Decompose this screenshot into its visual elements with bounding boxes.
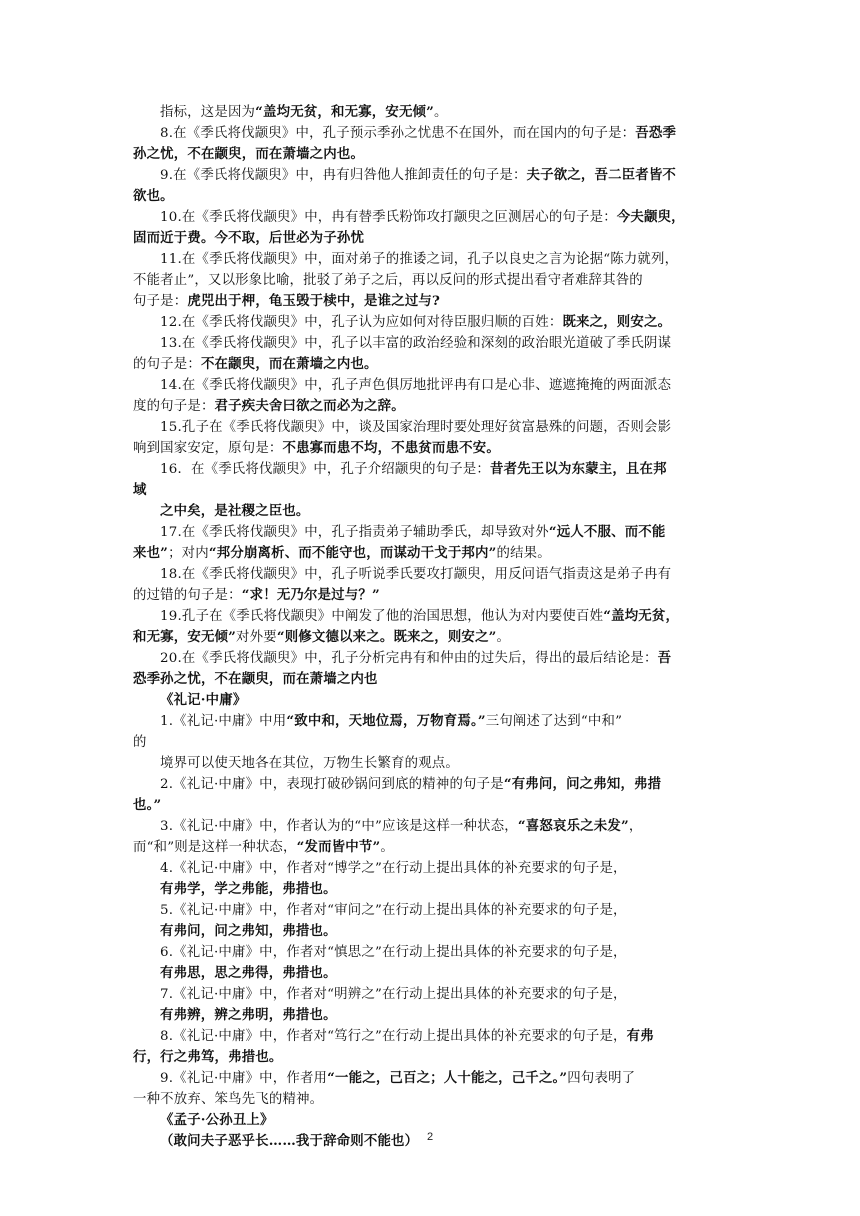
bold-text: “喜怒哀乐之未发” (517, 818, 629, 834)
text-line (160, 753, 735, 774)
text-line (160, 942, 735, 963)
bold-text: “远人不服、而不能 (548, 524, 666, 540)
text-line (160, 774, 735, 795)
text-segment: 3.《礼记·中庸》中，作者认为的“中”应该是这样一种状态， (160, 819, 518, 834)
bold-text: 有弗思，思之弗得，弗措也。 (160, 965, 337, 981)
text-segment: 的句子是： (133, 357, 201, 372)
bold-text: “盖均无贫，和无寡，安无倾” (255, 104, 435, 120)
text-segment: 4.《礼记·中庸》中，作者对“博学之”在行动上提出具体的补充要求的句子是， (160, 861, 627, 876)
text-line (160, 375, 735, 396)
text-segment: 的过错的句子是： (133, 588, 242, 603)
bold-text: 有弗辨，辨之弗明，弗措也。 (160, 1007, 337, 1023)
text-line (133, 1089, 733, 1110)
text-line (160, 165, 735, 186)
bold-text: 夫子欲之，吾二臣者皆不 (526, 167, 677, 183)
text-segment: 16．在《季氏将伐颛臾》中，孔子介绍颛臾的句子是： (160, 462, 491, 477)
text-line (160, 816, 735, 837)
text-line (133, 795, 733, 816)
bold-text: 之中矣，是社稷之臣也。 (160, 503, 310, 519)
text-segment: 8.《礼记·中庸》中，作者对“笃行之”在行动上提出具体的补充要求的句子是， (160, 1029, 627, 1044)
bold-text: 和无寡，安无倾” (133, 629, 237, 645)
text-line (160, 102, 735, 123)
text-segment: ；对内 (168, 546, 209, 561)
text-line (160, 711, 735, 732)
text-line (133, 480, 733, 501)
text-line (160, 501, 735, 522)
text-line (133, 732, 733, 753)
text-line (133, 438, 733, 459)
text-segment: 15.孔子在《季氏将伐颛臾》中，谈及国家治理时要处理好贫富悬殊的问题，否则会影 (160, 420, 672, 435)
bold-text: 有弗 (626, 1028, 654, 1044)
bold-text: “一能之，己百之；人十能之，己千之。” (327, 1070, 568, 1086)
page-number: 2 (426, 1131, 434, 1143)
text-line (133, 186, 733, 207)
text-line (133, 837, 733, 858)
text-segment: 8.在《季氏将伐颛臾》中，孔子预示季孙之忧患不在国外，而在国内的句子是： (160, 126, 636, 141)
text-line (160, 606, 735, 627)
text-segment: ， (628, 819, 643, 834)
bold-text: 《孟子·公孙丑上》 (160, 1112, 274, 1128)
text-line (160, 312, 735, 333)
text-segment: 17.在《季氏将伐颛臾》中，孔子指责弟子辅助季氏，却导致对外 (160, 525, 549, 540)
bold-text: 有弗学，学之弗能，弗措也。 (160, 881, 337, 897)
text-line (160, 1110, 735, 1131)
text-line (160, 417, 735, 438)
text-segment: 不能者止”，又以形象比喻，批驳了弟子之后，再以反问的形式提出看守者难辞其咎的 (133, 273, 643, 288)
text-line (160, 1068, 735, 1089)
bold-text: “求！无乃尔是过与？” (241, 587, 380, 603)
bold-text: 虎兕出于柙，龟玉毁于椟中，是谁之过与? (187, 293, 441, 309)
text-line (133, 1047, 733, 1068)
bold-text: “邦分崩离析、而不能守也，而谋动干戈于邦内” (208, 545, 497, 561)
text-line (160, 123, 735, 144)
bold-text: 君子疾夫舍曰欲之而必为之辞。 (214, 398, 405, 414)
text-line (160, 858, 735, 879)
text-segment: 句子是： (133, 294, 188, 309)
text-line (133, 585, 733, 606)
bold-text: “则修文德以来之。既来之，则安之” (276, 629, 497, 645)
text-segment: 对外要 (236, 630, 277, 645)
text-segment: 20.在《季氏将伐颛臾》中，孔子分析完冉有和仲由的过失后，得出的最后结论是： (160, 651, 658, 666)
text-line (160, 333, 735, 354)
text-segment: 指标，这是因为 (160, 105, 256, 120)
text-segment: 境界可以使天地各在其位，万物生长繁育的观点。 (160, 756, 459, 771)
text-segment: 14.在《季氏将伐颛臾》中，孔子声色俱厉地批评冉有口是心非、遮遮掩掩的两面派态 (160, 378, 672, 393)
text-segment: 10.在《季氏将伐颛臾》中，冉有替季氏粉饰攻打颛臾之叵测居心的句子是： (160, 210, 617, 225)
text-line (160, 963, 735, 984)
text-line (160, 648, 735, 669)
bold-text: 既来之，则安之。 (562, 314, 672, 330)
bold-text: 吾 (657, 650, 672, 666)
text-line (133, 396, 733, 417)
text-segment: 而“和”则是这样一种状态， (133, 840, 297, 855)
bold-text: 孙之忧，不在颛臾，而在萧墙之内也。 (133, 146, 365, 162)
text-line (133, 354, 733, 375)
bold-text: 欲也。 (133, 188, 174, 204)
text-line (160, 690, 735, 711)
text-line (160, 1026, 735, 1047)
text-line (160, 900, 735, 921)
text-line (160, 207, 735, 228)
text-segment: 18.在《季氏将伐颛臾》中，孔子听说季氏要攻打颛臾，用反问语气指责这是弟子冉有 (160, 567, 672, 582)
bold-text: 行，行之弗笃，弗措也。 (133, 1049, 283, 1065)
text-segment: 9.在《季氏将伐颛臾》中，冉有归咎他人推卸责任的句子是： (160, 168, 527, 183)
text-line (160, 879, 735, 900)
text-segment: 的 (133, 735, 147, 750)
text-line (133, 627, 733, 648)
text-segment: 12.在《季氏将伐颛臾》中，孔子认为应如何对待臣服归顺的百姓： (160, 315, 563, 330)
text-line (133, 543, 733, 564)
bold-text: 《礼记·中庸》 (160, 692, 247, 708)
text-segment: 四句表明了 (567, 1071, 636, 1086)
text-segment: 一种不放弃、笨鸟先飞的精神。 (133, 1092, 324, 1107)
bold-text: 恐季孙之忧，不在颛臾，而在萧墙之内也 (133, 671, 378, 687)
bold-text: 吾恐季 (635, 125, 677, 141)
text-segment: 11.在《季氏将伐颛臾》中，面对弟子的推诿之词，孔子以良史之言为论据“陈力就列， (160, 252, 679, 267)
text-segment: 2.《礼记·中庸》中，表现打破砂锅问到底的精神的句子是 (160, 777, 504, 792)
text-segment: 1.《礼记·中庸》中用 (160, 714, 287, 729)
text-segment: 。 (434, 105, 448, 120)
text-segment: 响到国家安定，原句是： (133, 441, 283, 456)
text-segment: 6.《礼记·中庸》中，作者对“慎思之”在行动上提出具体的补充要求的句子是， (160, 945, 627, 960)
text-line (133, 291, 733, 312)
bold-text: “盖均无贫， (603, 608, 680, 624)
text-line (160, 1005, 735, 1026)
text-segment: 度的句子是： (133, 399, 215, 414)
text-segment: 9.《礼记·中庸》中，作者用 (160, 1071, 328, 1086)
bold-text: “有弗问，问之弗知，弗措 (503, 776, 662, 792)
text-segment: 5.《礼记·中庸》中，作者对“审问之”在行动上提出具体的补充要求的句子是， (160, 903, 627, 918)
text-segment: 。 (496, 630, 511, 645)
bold-text: 不患寡而患不均，不患贫而患不安。 (282, 440, 500, 456)
text-line (133, 144, 733, 165)
text-line (160, 522, 735, 543)
text-line (160, 459, 735, 480)
bold-text: 不在颛臾，而在萧墙之内也。 (200, 356, 378, 372)
bold-text: 域 (133, 482, 147, 498)
bold-text: “发而皆中节” (296, 839, 381, 855)
text-segment: 三句阐述了达到“中和” (485, 714, 623, 729)
bold-text: 来也” (133, 545, 169, 561)
text-segment: 的结果。 (496, 546, 551, 561)
text-line (160, 984, 735, 1005)
text-line (133, 228, 733, 249)
bold-text: 也。” (133, 797, 162, 813)
text-line (133, 270, 733, 291)
text-line (160, 564, 735, 585)
text-segment: 13.在《季氏将伐颛臾》中，孔子以丰富的政治经验和深刻的政治眼光道破了季氏阴谋 (160, 336, 672, 351)
bold-text: 昔者先王以为东蒙主，且在邦 (490, 461, 667, 477)
bold-text: 有弗问，问之弗知，弗措也。 (160, 923, 337, 939)
bold-text: （敢问夫子恶乎长……我于辞命则不能也） (160, 1133, 419, 1149)
text-segment: 。 (380, 840, 394, 855)
bold-text: “致中和，天地位焉，万物育焉。” (286, 713, 486, 729)
text-line (133, 669, 733, 690)
text-line (160, 249, 735, 270)
bold-text: 今夫颛臾， (616, 209, 685, 225)
text-segment: 7.《礼记·中庸》中，作者对“明辨之”在行动上提出具体的补充要求的句子是， (160, 987, 627, 1002)
text-line (160, 921, 735, 942)
bold-text: 固而近于费。今不取，后世必为子孙忧 (133, 230, 365, 246)
text-segment: 19.孔子在《季氏将伐颛臾》中阐发了他的治国思想，他认为对内要使百姓 (160, 609, 604, 624)
